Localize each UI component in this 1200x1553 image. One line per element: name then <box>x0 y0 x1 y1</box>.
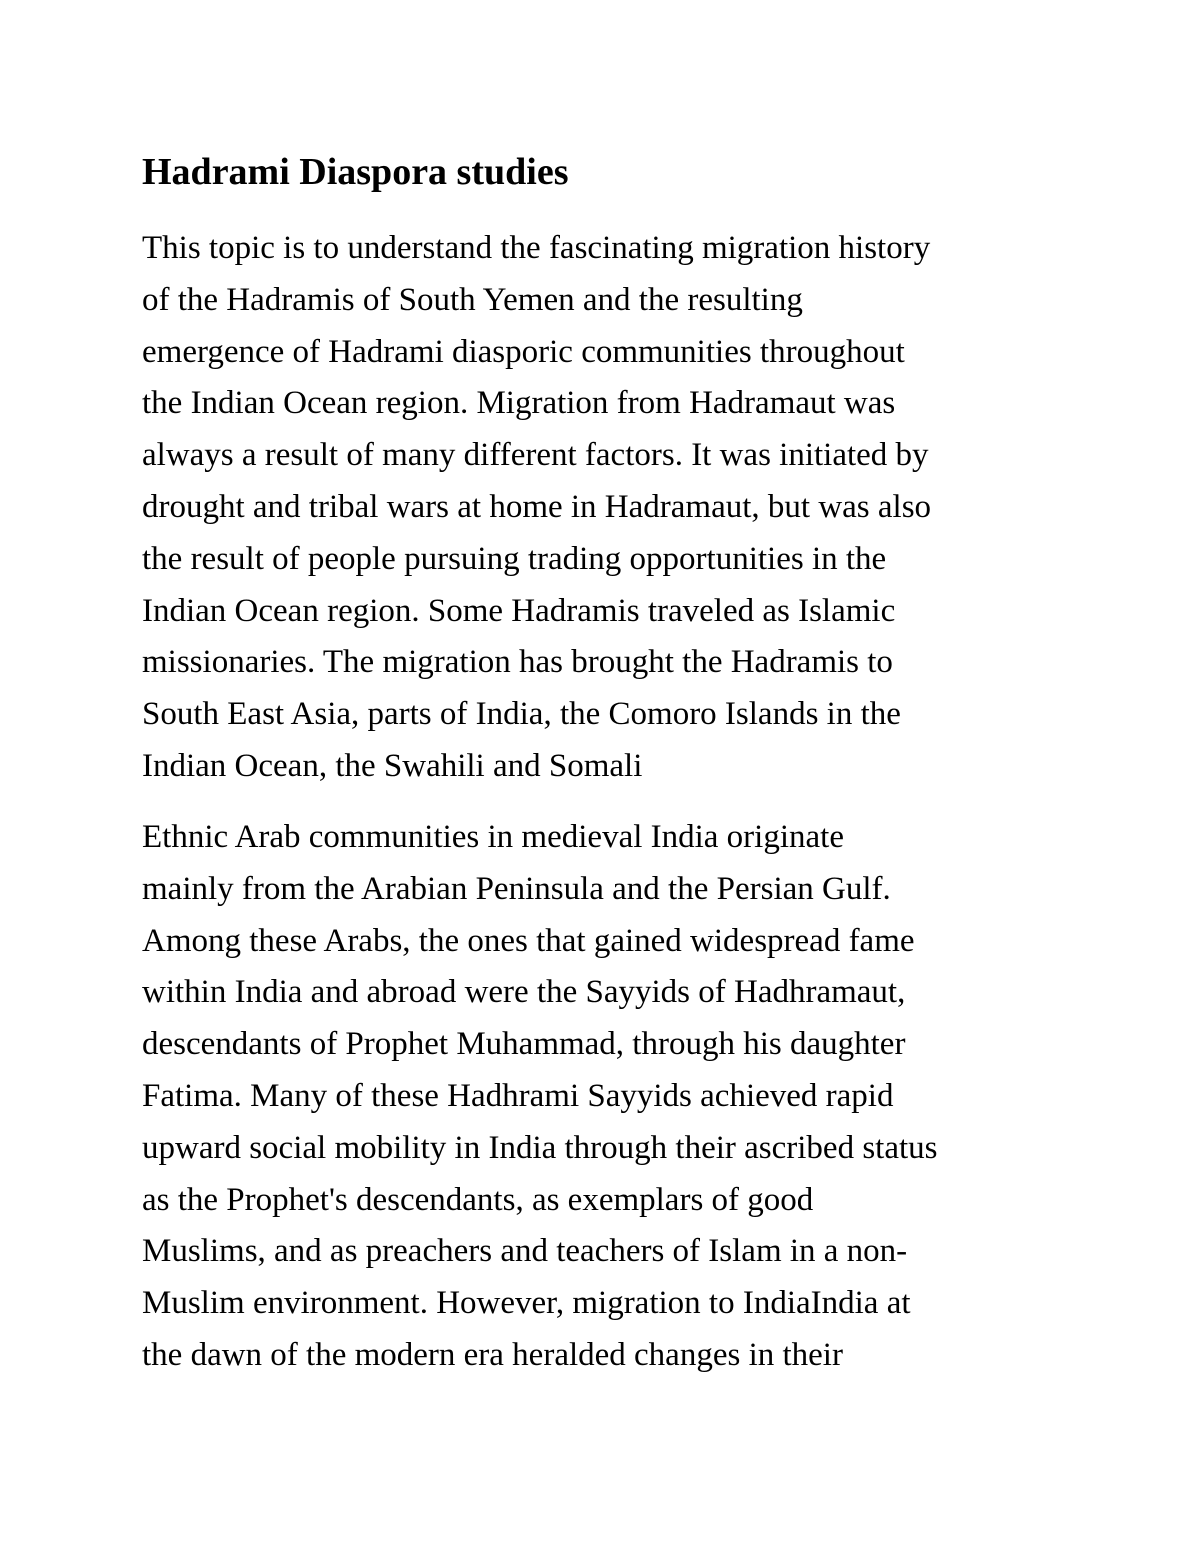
paragraph-line: Indian Ocean region. Some Hadramis traveled as Islamic <box>142 592 896 629</box>
paragraph-line: Muslim environment. However, migration to IndiaIndia at <box>142 1285 911 1322</box>
paragraph-2 <box>142 812 938 1382</box>
paragraph-line: Muslims, and as preachers and teachers of Islam in a non- <box>142 1233 908 1270</box>
paragraph-line: descendants of Prophet Muhammad, through his daughter <box>142 1026 906 1063</box>
paragraph-line: mainly from the Arabian Peninsula and the Persian Gulf. <box>142 870 891 907</box>
paragraph-line: South East Asia, parts of India, the Comoro Islands in the <box>142 696 901 733</box>
paragraph-line: as the Prophet's descendants, as exemplars of good <box>142 1181 814 1218</box>
paragraph-line: always a result of many different factors. It was initiated by <box>142 437 929 474</box>
paragraph-line: drought and tribal wars at home in Hadramaut, but was also <box>142 488 932 525</box>
paragraph-line: upward social mobility in India through their ascribed status <box>142 1129 938 1166</box>
paragraph-line: within India and abroad were the Sayyids of Hadhramaut, <box>142 974 906 1011</box>
paragraph-line: Among these Arabs, the ones that gained widespread fame <box>142 922 915 959</box>
paragraph-line: Indian Ocean, the Swahili and Somali <box>142 747 643 784</box>
paragraph-line: of the Hadramis of South Yemen and the resulting <box>142 281 803 318</box>
paragraph-line: missionaries. The migration has brought the Hadramis to <box>142 644 893 681</box>
paragraph-line: the Indian Ocean region. Migration from Hadramaut was <box>142 385 896 422</box>
paragraph-line: emergence of Hadrami diasporic communities throughout <box>142 333 905 370</box>
paragraph-line: the result of people pursuing trading opportunities in the <box>142 540 887 577</box>
paragraph-line: Fatima. Many of these Hadhrami Sayyids achieved rapid <box>142 1077 894 1114</box>
paragraph-line: This topic is to understand the fascinating migration history <box>142 230 931 266</box>
document-title: Hadrami Diaspora studies <box>142 151 569 193</box>
paragraph-line: the dawn of the modern era heralded changes in their <box>142 1336 843 1373</box>
paragraph-1 <box>142 223 931 793</box>
paragraph-line: Ethnic Arab communities in medieval India originate <box>142 819 844 855</box>
